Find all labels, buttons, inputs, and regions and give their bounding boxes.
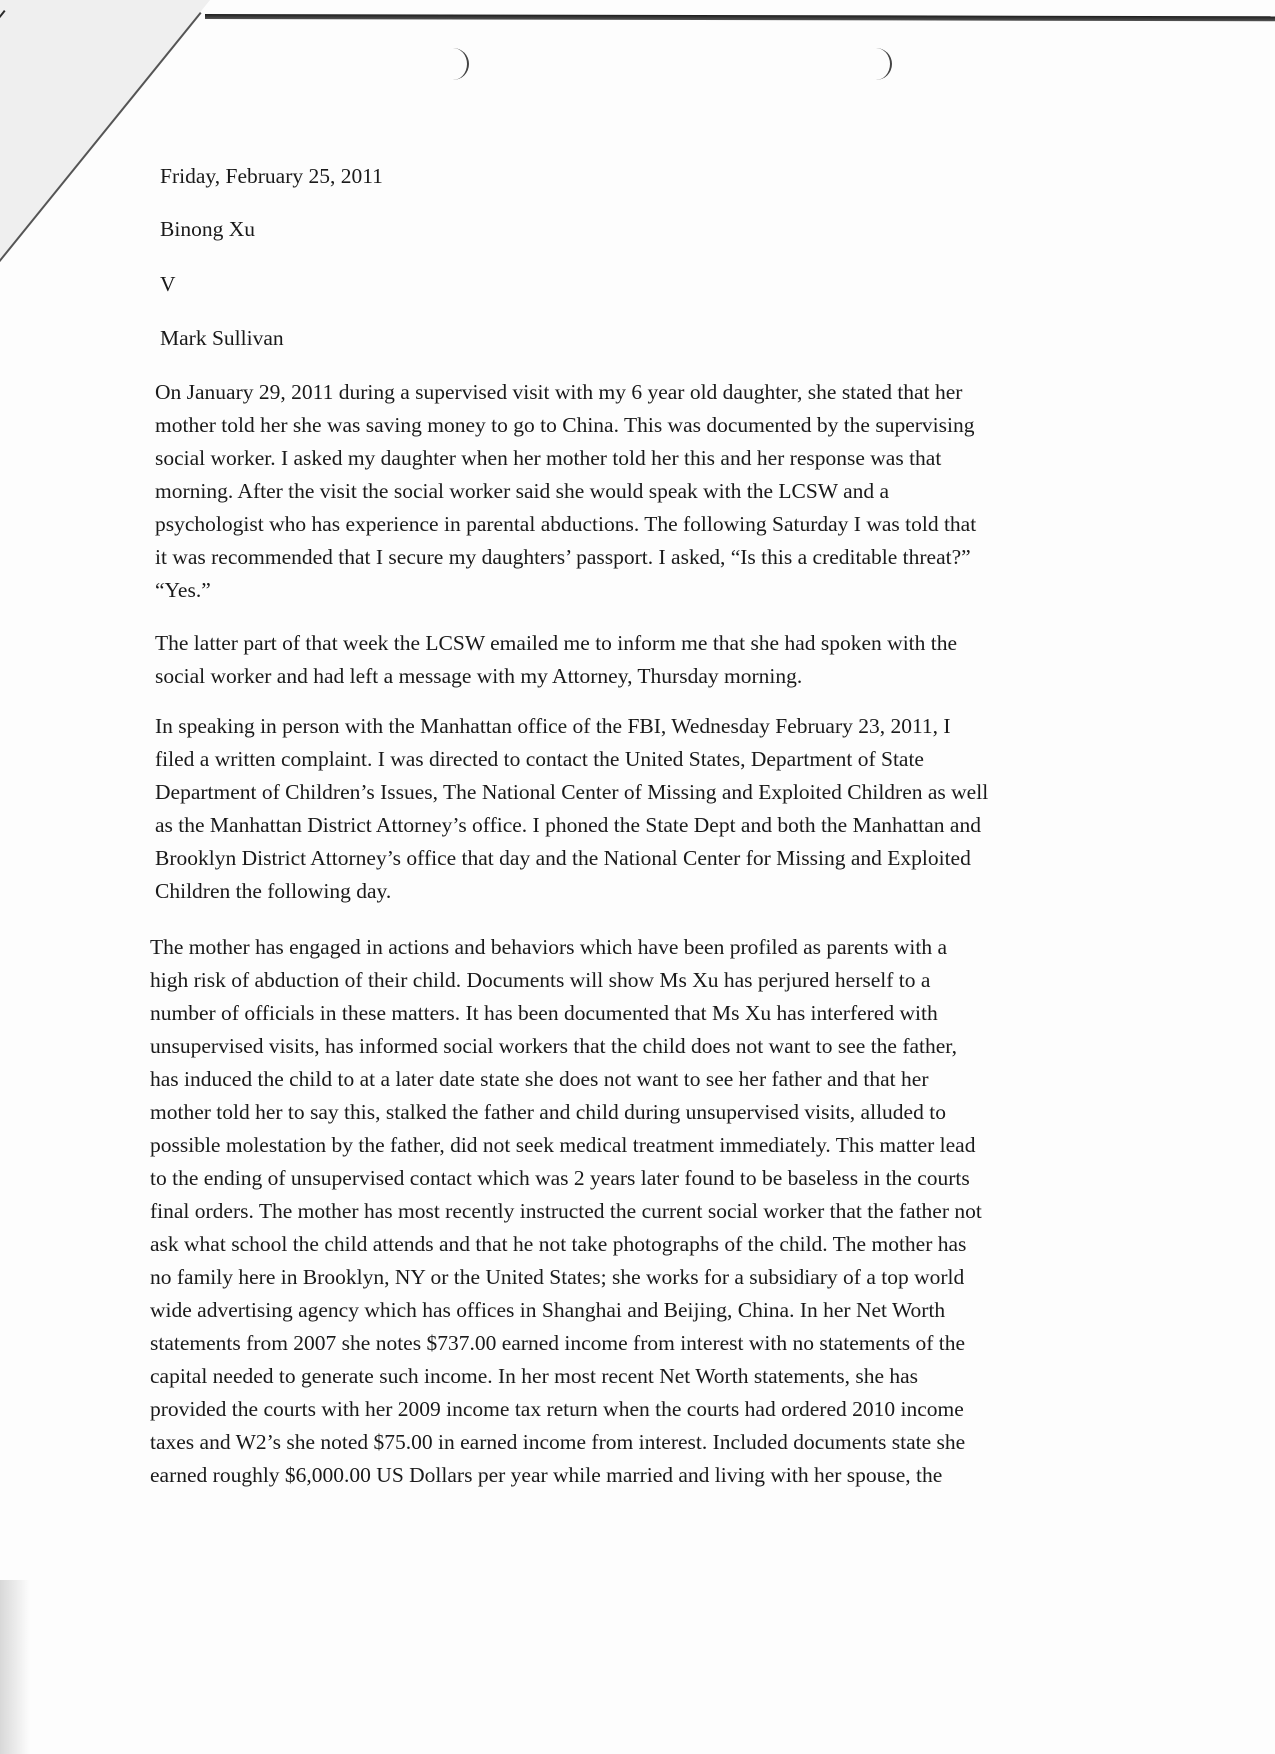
text-line: morning. After the visit the social worker said she would speak with the LCSW and a xyxy=(155,479,890,503)
text-line: The latter part of that week the LCSW emailed me to inform me that she had spoken with the xyxy=(155,631,958,655)
punch-hole-mark xyxy=(868,48,892,80)
text-line: as the Manhattan District Attorney’s office. I phoned the State Dept and both the Manhattan and xyxy=(155,813,981,837)
text-line: social worker and had left a message with my Attorney, Thursday morning. xyxy=(155,664,803,688)
defendant-name: Mark Sullivan xyxy=(160,326,284,350)
scan-shadow xyxy=(0,1580,30,1754)
text-line: Department of Children’s Issues, The National Center of Missing and Exploited Children as well xyxy=(155,780,989,804)
text-line: mother told her she was saving money to go to China. This was documented by the supervising xyxy=(155,413,975,437)
text-line: “Yes.” xyxy=(155,578,211,602)
letter-date: Friday, February 25, 2011 xyxy=(160,164,383,188)
text-line: unsupervised visits, has informed social workers that the child does not want to see the father, xyxy=(150,1034,957,1058)
text-line: social worker. I asked my daughter when her mother told her this and her response was that xyxy=(155,446,942,470)
text-line: wide advertising agency which has offices in Shanghai and Beijing, China. In her Net Worth xyxy=(150,1298,946,1322)
paragraph-abduction-risk xyxy=(150,931,982,1492)
text-line: Children the following day. xyxy=(155,879,392,903)
text-line: capital needed to generate such income. In her most recent Net Worth statements, she has xyxy=(150,1364,919,1388)
plaintiff-name: Binong Xu xyxy=(160,217,255,241)
text-line: possible molestation by the father, did not seek medical treatment immediately. This matter lead xyxy=(150,1133,976,1157)
text-line: high risk of abduction of their child. Documents will show Ms Xu has perjured herself to a xyxy=(150,968,931,992)
text-line: it was recommended that I secure my daughters’ passport. I asked, “Is this a creditable threat?” xyxy=(155,545,971,569)
paragraph-lcsw-email xyxy=(155,627,957,693)
text-line: provided the courts with her 2009 income tax return when the courts had ordered 2010 income xyxy=(150,1397,964,1421)
text-line: no family here in Brooklyn, NY or the United States; she works for a subsidiary of a top world xyxy=(150,1265,965,1289)
text-line: In speaking in person with the Manhattan office of the FBI, Wednesday February 23, 2011, I xyxy=(155,714,951,738)
text-line: final orders. The mother has most recently instructed the current social worker that the father not xyxy=(150,1199,982,1223)
text-line: statements from 2007 she notes $737.00 earned income from interest with no statements of the xyxy=(150,1331,966,1355)
text-line: psychologist who has experience in parental abductions. The following Saturday I was told that xyxy=(155,512,977,536)
versus-marker: V xyxy=(160,272,176,296)
punch-hole-mark xyxy=(445,48,469,80)
scan-top-edge xyxy=(205,14,1275,21)
text-line: On January 29, 2011 during a supervised visit with my 6 year old daughter, she stated that her xyxy=(155,380,963,404)
text-line: earned roughly $6,000.00 US Dollars per year while married and living with her spouse, the xyxy=(150,1463,943,1487)
text-line: to the ending of unsupervised contact which was 2 years later found to be baseless in the courts xyxy=(150,1166,970,1190)
text-line: ask what school the child attends and that he not take photographs of the child. The mother has xyxy=(150,1232,967,1256)
text-line: has induced the child to at a later date state she does not want to see her father and that her xyxy=(150,1067,929,1091)
text-line: Brooklyn District Attorney’s office that day and the National Center for Missing and Exploited xyxy=(155,846,971,870)
paragraph-fbi-complaint xyxy=(155,710,988,908)
paragraph-supervised-visit xyxy=(155,376,976,607)
text-line: The mother has engaged in actions and behaviors which have been profiled as parents with a xyxy=(150,935,948,959)
text-line: taxes and W2’s she noted $75.00 in earned income from interest. Included documents state she xyxy=(150,1430,966,1454)
text-line: number of officials in these matters. It has been documented that Ms Xu has interfered with xyxy=(150,1001,938,1025)
text-line: mother told her to say this, stalked the father and child during unsupervised visits, alluded to xyxy=(150,1100,946,1124)
text-line: filed a written complaint. I was directed to contact the United States, Department of State xyxy=(155,747,924,771)
